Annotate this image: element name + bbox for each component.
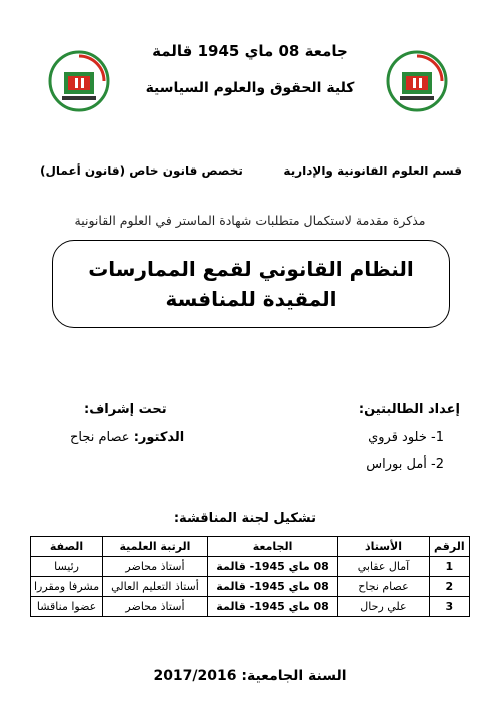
thesis-title-line-1: النظام القانوني لقمع الممارسات: [88, 257, 414, 281]
committee-table: [30, 536, 470, 617]
header-professor: الأستاذ: [338, 537, 429, 557]
supervision-label: تحت إشراف:: [84, 402, 167, 417]
supervisor-line: [70, 430, 184, 445]
header-role: الصفة: [31, 537, 103, 557]
supervisor-title: الدكتور:: [133, 430, 185, 445]
department-name: قسم العلوم القانونية والإدارية: [283, 164, 462, 178]
faculty-name: كلية الحقوق والعلوم السياسية: [145, 80, 355, 96]
university-logo-left: [48, 50, 110, 112]
specialty-name: تخصص قانون خاص (قانون أعمال): [40, 164, 243, 178]
students-label: إعداد الطالبتين:: [358, 402, 460, 417]
header-rank: الرتبة العلمية: [103, 537, 208, 557]
row-rank: أستاذ محاضر: [103, 597, 208, 617]
row-number: 1: [429, 557, 469, 577]
row-university: 08 ماي 1945- قالمة: [207, 597, 337, 617]
committee-label: تشكيل لجنة المناقشة:: [173, 511, 316, 526]
row-number: 2: [429, 577, 469, 597]
row-role: مشرفا ومقررا: [31, 577, 103, 597]
student-1: 1- خلود قروي: [368, 430, 444, 445]
row-rank: أستاذ محاضر: [103, 557, 208, 577]
row-university: 08 ماي 1945- قالمة: [207, 557, 337, 577]
row-professor: علي رحال: [338, 597, 429, 617]
thesis-title-line-2: المقيدة للمنافسة: [165, 287, 337, 311]
supervisor-name: عصام نجاح: [70, 430, 130, 445]
table-row: [31, 557, 470, 577]
row-professor: عصام نجاح: [338, 577, 429, 597]
academic-year: السنة الجامعية: 2017/2016: [153, 668, 347, 684]
row-professor: آمال عقابي: [338, 557, 429, 577]
row-role: رئيسا: [31, 557, 103, 577]
table-row: [31, 577, 470, 597]
header-university: الجامعة: [207, 537, 337, 557]
header-number: الرقم: [429, 537, 469, 557]
memo-statement: مذكرة مقدمة لاستكمال متطلبات شهادة الماستر في العلوم القانونية: [74, 213, 426, 228]
university-name: جامعة 08 ماي 1945 قالمة: [152, 42, 348, 60]
table-row: [31, 597, 470, 617]
row-role: عضوا مناقشا: [31, 597, 103, 617]
university-logo-right: [386, 50, 448, 112]
row-number: 3: [429, 597, 469, 617]
row-university: 08 ماي 1945- قالمة: [207, 577, 337, 597]
student-2: 2- أمل بوراس: [366, 457, 444, 472]
row-rank: أستاذ التعليم العالي: [103, 577, 208, 597]
committee-header-row: [31, 537, 470, 557]
thesis-title-box: [52, 240, 450, 328]
